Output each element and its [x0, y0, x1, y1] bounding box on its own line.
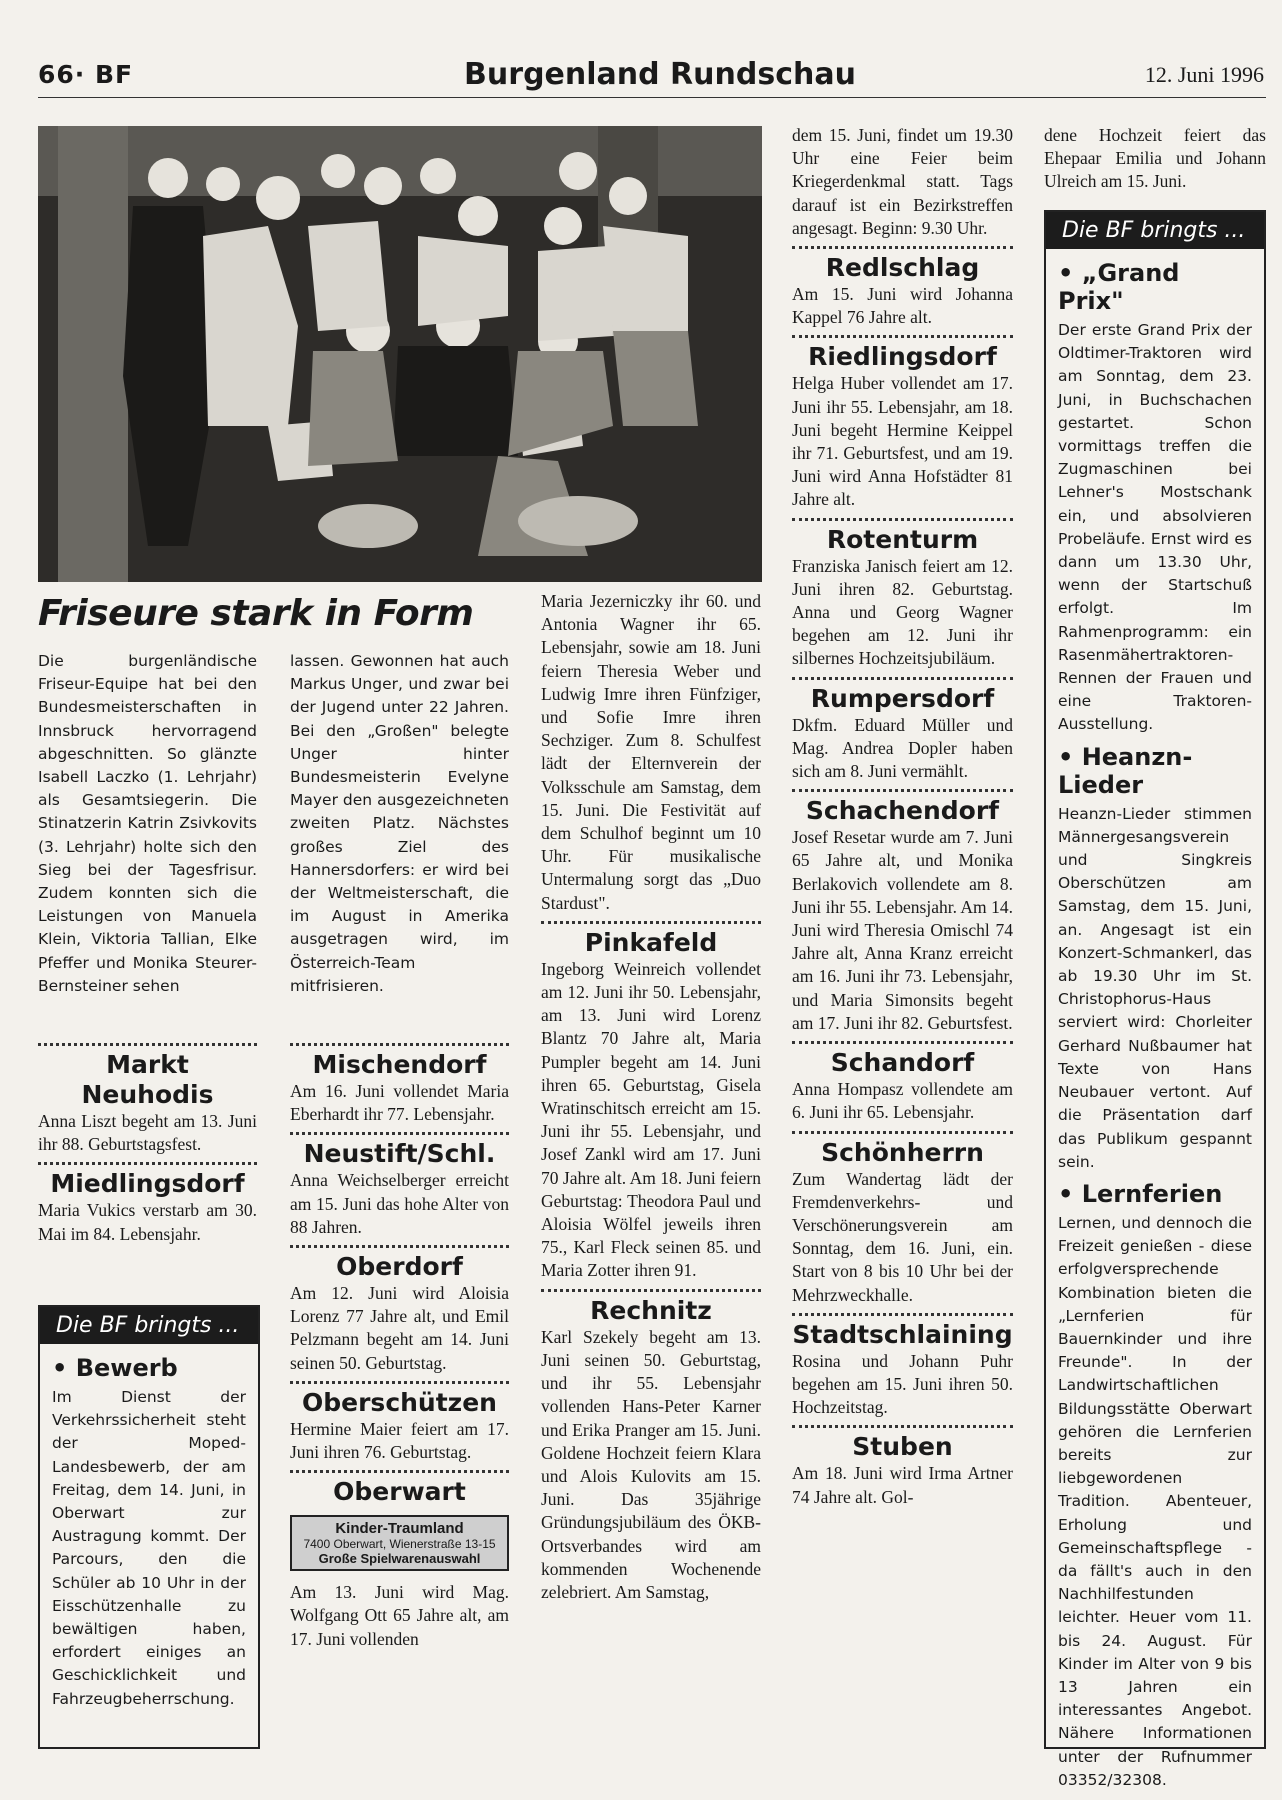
dotted-divider: [792, 1425, 1013, 1428]
event-text: Anna Liszt begeht am 13. Juni ihr 88. Geburtstagsfest.: [38, 1111, 257, 1155]
info-item-text: Im Dienst der Verkehrssicherheit steht der Moped-Landesbewerb, der am Freitag, dem 14. Juni, in Oberwart zur Austragung kommt. Der Parcours, den die Schüler ab 10 Uhr in der Eisschützenhalle zu bewältigen haben, erfordert einiges an Geschicklichkeit und Fahrzeugbeherrschung.: [52, 1388, 246, 1708]
ad-title: Kinder-Traumland: [335, 1520, 464, 1538]
issue-date: 12. Juni 1996: [1144, 62, 1264, 87]
column-2-events: [290, 1037, 509, 1747]
event-text: Karl Szekely begeht am 13. Juni seinen 50. Geburtstag, und ihr 55. Lebensjahr vollenden Hans-Peter Karner und Erika Pranger am 15. Juni. Goldene Hochzeit feiern Klara und Alois Kulovits am 15. Juni. Das 35jährige Gründungsjubiläum des ÖKB-Ortsverbandes wird am kommenden Wochenende zelebriert. Am Samstag,: [541, 1326, 761, 1602]
article-headline: Friseure stark in Form: [38, 593, 474, 634]
dotted-divider: [38, 1043, 257, 1046]
info-item-heading: • Lernferien: [1058, 1179, 1223, 1208]
info-box-left: [38, 1305, 260, 1749]
dotted-divider: [792, 518, 1013, 521]
event-text: Am 15. Juni wird Johanna Kappel 76 Jahre alt.: [792, 284, 1013, 328]
dotted-divider: [290, 1132, 509, 1135]
advertisement: [290, 1515, 509, 1571]
town-heading: Redlschlag: [825, 253, 980, 283]
column-3: [541, 590, 761, 1750]
info-item-heading: • Bewerb: [52, 1354, 178, 1382]
ad-slogan: Große Spielwarenauswahl: [318, 1551, 481, 1567]
event-text: Franziska Janisch feiert am 12. Juni ihren 82. Geburtstag. Anna und Georg Wagner begehen am 12. Juni ihr silbernes Hochzeitsjubiläum.: [792, 555, 1013, 669]
column-5-intro: [1044, 124, 1266, 204]
column-1-events: [38, 1037, 257, 1297]
event-text: Am 18. Juni wird Irma Artner 74 Jahre alt. Gol-: [792, 1463, 1013, 1507]
town-heading: Pinkafeld: [584, 927, 718, 957]
dotted-divider: [792, 335, 1013, 338]
info-item-text: Heanzn-Lieder stimmen Männergesangsverein und Singkreis Oberschützen am Samstag, dem 15. Juni, an. Angesagt ist ein Konzert-Schmankerl, das ab 19.30 Uhr im St. Christophorus-Haus serviert wird: Chorleiter Gerhard Nußbaumer hat Texte von Hans Neubauer vertont. Auf die Präsentation darf das Publikum gespannt sein.: [1058, 804, 1252, 1171]
continued-text: Maria Jezerniczky ihr 60. und Antonia Wagner ihr 65. Lebensjahr, sowie am 18. Juni feiern Theresia Weber und Ludwig Imre ihren Fünfziger, und Sofie Imre ihren Sechziger. Zum 8. Schulfest lädt der Elternverein der Volksschule am Samstag, dem 15. Juni. Die Festivität auf dem Schulhof beginnt um 10 Uhr. Für musikalische Untermalung sorgt das „Duo Stardust".: [541, 591, 761, 913]
info-item-heading: • „Grand Prix": [1058, 259, 1180, 315]
event-text: Rosina und Johann Puhr begehen am 15. Juni ihren 50. Hochzeitstag.: [792, 1350, 1013, 1418]
article-text-2: lassen. Gewonnen hat auch Markus Unger, und zwar bei der Jugend unter 22 Jahren. Bei den „Großen" belegte Unger hinter Bundesmeisterin Evelyne Mayer den ausgezeichneten zweiten Platz. Nächstes großes Ziel des Hannersdorfers: er wird bei der Weltmeisterschaft, die im August in Amerika ausgetragen wird, im Österreich-Team mitfrisieren.: [290, 652, 509, 995]
article-column-2: [290, 650, 509, 1005]
dotted-divider: [541, 921, 761, 924]
event-text: Helga Huber vollendet am 17. Juni ihr 55. Lebensjahr, am 18. Juni begeht Hermine Keippel ihr 71. Geburtsfest, und am 19. Juni wird Anna Hofstädter 81 Jahre alt.: [792, 373, 1013, 510]
town-heading: Oberdorf: [336, 1252, 463, 1282]
header-rule: [38, 97, 1266, 98]
event-text: Dkfm. Eduard Müller und Mag. Andrea Dopler haben sich am 8. Juni vermählt.: [792, 714, 1013, 782]
town-heading: Miedlingsdorf: [50, 1169, 245, 1199]
dotted-divider: [290, 1381, 509, 1384]
event-text: Ingeborg Weinreich vollendet am 12. Juni ihr 50. Lebensjahr, am 13. Juni wird Lorenz Blantz 70 Jahre alt, Maria Pumpler begeht am 14. Juni ihren 65. Geburtstag, Gisela Wratinschitsch erreicht am 15. Juni ihr 55. Lebensjahr, und Josef Zankl wird am 17. Juni 70 Jahre alt. Am 18. Juni feiern Geburtstag: Theodora Paul und Aloisia Wölfel jeweils ihren 75., Karl Fleck seinen 85. und Maria Zotter ihren 91.: [541, 958, 761, 1281]
page-number: 66· BF: [38, 60, 134, 89]
town-heading: Oberschützen: [302, 1387, 497, 1417]
dotted-divider: [792, 1313, 1013, 1316]
info-box-title: Die BF bringts ...: [1046, 212, 1264, 249]
article-column-1: [38, 650, 257, 1005]
town-heading: Stadtschlaining: [792, 1319, 1013, 1349]
event-text: Am 13. Juni wird Mag. Wolfgang Ott 65 Jahre alt, am 17. Juni vollenden: [290, 1582, 509, 1649]
dotted-divider: [290, 1043, 509, 1046]
town-heading: Rumpersdorf: [810, 683, 995, 713]
dotted-divider: [792, 677, 1013, 680]
event-text: Anna Hompasz vollendete am 6. Juni ihr 65. Lebensjahr.: [792, 1079, 1013, 1123]
town-heading: Schandorf: [830, 1048, 975, 1078]
info-box-right: [1044, 210, 1266, 1789]
event-text: Zum Wandertag lädt der Fremdenverkehrs- und Verschönerungsverein am Sonntag, dem 16. Juni, ein. Start von 8 bis 10 Uhr bei der Mehrzweckhalle.: [792, 1168, 1013, 1305]
group-photo: [38, 126, 762, 582]
town-heading: Stuben: [852, 1432, 953, 1462]
dotted-divider: [792, 246, 1013, 249]
town-heading: Schachendorf: [805, 796, 1000, 826]
newspaper-title: Burgenland Rundschau: [464, 57, 856, 92]
dotted-divider: [792, 789, 1013, 792]
info-box-title: Die BF bringts ...: [40, 1307, 258, 1344]
event-text: Anna Weichselberger erreicht am 15. Juni das hohe Alter von 88 Jahren.: [290, 1170, 509, 1237]
dotted-divider: [290, 1470, 509, 1473]
dotted-divider: [541, 1289, 761, 1292]
town-heading: Neustift/Schl.: [303, 1139, 496, 1169]
dotted-divider: [792, 1131, 1013, 1134]
dotted-divider: [38, 1162, 257, 1165]
town-heading: Schönherrn: [821, 1137, 984, 1167]
town-heading: Markt Neuhodis: [81, 1050, 214, 1109]
town-heading: Oberwart: [333, 1477, 466, 1507]
event-text: Am 16. Juni vollendet Maria Eberhardt ihr 77. Lebensjahr.: [290, 1081, 509, 1125]
continued-text: dene Hochzeit feiert das Ehepaar Emilia und Johann Ulreich am 15. Juni.: [1044, 125, 1266, 192]
continued-text: dem 15. Juni, findet um 19.30 Uhr eine Feier beim Kriegerdenkmal statt. Tags darauf ist ein Bezirkstreffen angesagt. Beginn: 9.30 Uhr.: [792, 125, 1013, 238]
town-heading: Rechnitz: [590, 1295, 712, 1325]
info-item-text: Der erste Grand Prix der Oldtimer-Traktoren wird am Sonntag, dem 23. Juni, in Buchschachen gestartet. Schon vormittags treffen die Zugmaschinen bei Lehner's Mostschank ein, und absolvieren Probeläufe. Ernst wird es dann um 13.30 Uhr, wenn der Startschuß erfolgt. Im Rahmenprogramm: ein Rasenmähertraktoren-Rennen der Frauen und eine Traktoren-Ausstellung.: [1058, 321, 1252, 734]
dotted-divider: [290, 1245, 509, 1248]
column-4: [792, 124, 1013, 1754]
town-heading: Rotenturm: [826, 524, 979, 554]
article-text-1: Die burgenländische Friseur-Equipe hat bei den Bundesmeisterschaften in Innsbruck hervorragend abgeschnitten. So glänzte Isabell Laczko (1. Lehrjahr) als Gesamtsiegerin. Die Stinatzerin Katrin Zsivkovits (3. Lehrjahr) holte sich den Sieg bei der Tagesfrisur. Zudem konnten sich die Leistungen von Manuela Klein, Viktoria Tallian, Elke Pfeffer und Monika Steurer-Bernsteiner sehen: [38, 652, 257, 995]
dotted-divider: [792, 1041, 1013, 1044]
event-text: Maria Vukics verstarb am 30. Mai im 84. Lebensjahr.: [38, 1200, 257, 1244]
town-heading: Riedlingsdorf: [808, 342, 997, 372]
town-heading: Mischendorf: [312, 1050, 487, 1079]
photo-illustration: [38, 126, 762, 582]
ad-address: 7400 Oberwart, Wienerstraße 13-15: [303, 1537, 496, 1552]
info-item-heading: • Heanzn-Lieder: [1058, 742, 1193, 799]
event-text: Am 12. Juni wird Aloisia Lorenz 77 Jahre alt, und Emil Pelzmann begeht am 14. Juni seinen 50. Geburtstag.: [290, 1283, 509, 1373]
info-item-text: Lernen, und dennoch die Freizeit genießen - diese erfolgversprechende Kombination bieten die „Lernferien für Bauernkinder und ihre Freunde". In der Landwirtschaftlichen Bildungsstätte Oberwart gehören die Lernferien bereits zur liebgewordenen Tradition. Abenteuer, Erholung und Gemeinschaftspflege - da fällt's auch in den Nachhilfestunden leichter. Heuer vom 11. bis 24. August. Für Kinder im Alter von 9 bis 13 Jahren ein interessantes Angebot. Nähere Informationen unter der Rufnummer 03352/32308.: [1058, 1213, 1252, 1789]
event-text: Josef Resetar wurde am 7. Juni 65 Jahre alt, und Monika Berlakovich vollendete am 8. Juni ihr 55. Lebensjahr. Am 14. Juni wird Theresia Omischl 74 Jahre alt, Anna Kranz erreicht am 16. Juni ihr 73. Lebensjahr, und Maria Simonsits begeht am 17. Juni ihr 82. Geburtsfest.: [792, 827, 1013, 1033]
event-text: Hermine Maier feiert am 17. Juni ihren 76. Geburtstag.: [290, 1418, 509, 1463]
